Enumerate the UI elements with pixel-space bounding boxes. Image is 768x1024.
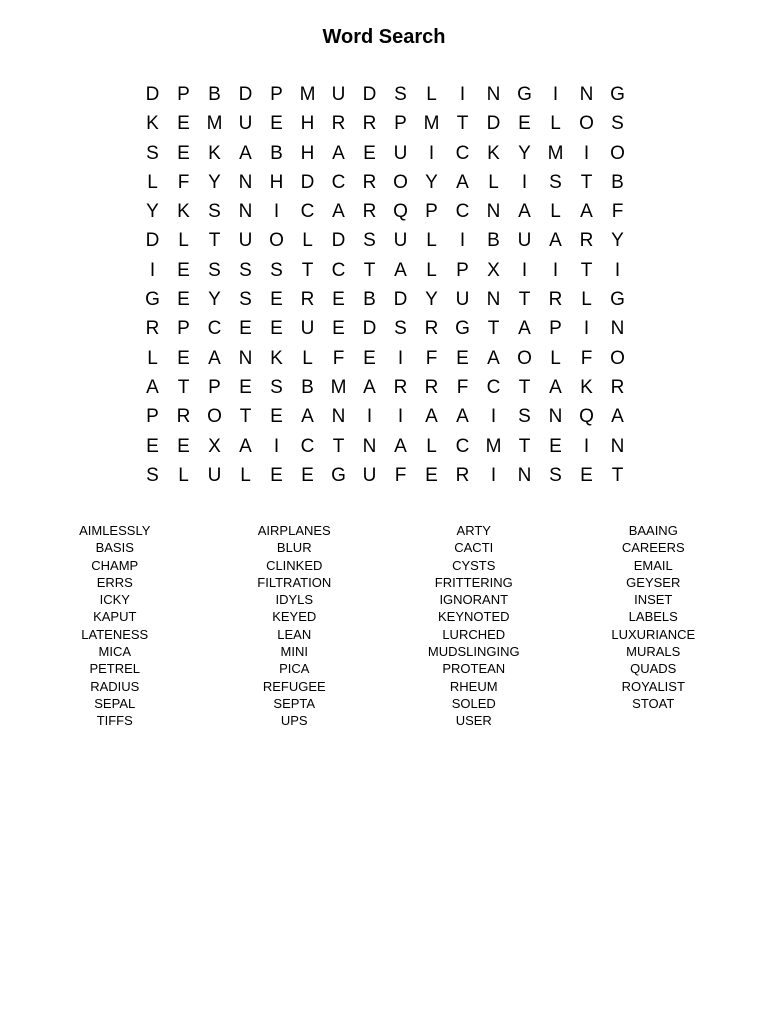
grid-cell[interactable]: F xyxy=(177,171,190,193)
word-list-item: CHAMP xyxy=(91,557,139,573)
grid-cell[interactable]: A xyxy=(239,435,252,457)
grid-cell[interactable]: I xyxy=(583,318,590,340)
grid-cell[interactable]: N xyxy=(486,201,501,223)
grid-cell[interactable]: L xyxy=(240,464,251,486)
word-list-item: KEYNOTED xyxy=(437,609,510,625)
grid-cell[interactable]: T xyxy=(177,376,190,398)
grid-cell[interactable]: I xyxy=(397,406,404,428)
grid-cell[interactable]: Y xyxy=(518,142,531,164)
grid-cell[interactable]: E xyxy=(332,318,345,340)
grid-cell[interactable]: L xyxy=(550,347,561,369)
word-list-item: RHEUM xyxy=(449,678,498,694)
grid-cell[interactable]: T xyxy=(518,435,531,457)
grid-cell[interactable]: E xyxy=(425,464,438,486)
grid-cell[interactable]: E xyxy=(177,113,190,135)
grid-cell[interactable]: P xyxy=(425,201,438,223)
grid-cell[interactable]: D xyxy=(238,84,253,105)
grid-cell[interactable]: E xyxy=(270,289,283,311)
word-list-item: FRITTERING xyxy=(434,574,513,590)
word-list-item: REFUGEE xyxy=(262,678,326,694)
grid-cell[interactable]: A xyxy=(332,142,345,164)
grid-cell[interactable]: I xyxy=(459,84,466,105)
grid-cell[interactable]: K xyxy=(580,376,593,398)
grid-cell[interactable]: A xyxy=(456,406,469,428)
grid-cell[interactable]: C xyxy=(455,201,470,223)
grid-cell[interactable]: K xyxy=(270,347,283,369)
grid-cell[interactable]: T xyxy=(208,230,221,252)
grid-cell[interactable]: H xyxy=(269,171,284,193)
word-list-item: EMAIL xyxy=(633,557,673,573)
grid-cell[interactable]: U xyxy=(238,230,253,252)
grid-cell[interactable]: P xyxy=(146,406,159,428)
grid-cell[interactable]: T xyxy=(580,259,593,281)
grid-cell[interactable]: E xyxy=(177,259,190,281)
grid-cell[interactable]: T xyxy=(611,464,624,486)
grid-cell[interactable]: L xyxy=(302,230,313,252)
grid-cell[interactable]: A xyxy=(332,201,345,223)
word-list-item: MURALS xyxy=(626,644,681,660)
grid-cell[interactable]: C xyxy=(300,201,315,223)
grid-cell[interactable]: Y xyxy=(425,289,438,311)
grid-cell[interactable]: K xyxy=(208,142,221,164)
grid-cell[interactable]: S xyxy=(549,464,562,486)
word-list-item: SEPAL xyxy=(94,695,136,711)
grid-cell[interactable]: E xyxy=(177,142,190,164)
grid-cell[interactable]: E xyxy=(270,113,283,135)
grid-cell[interactable]: P xyxy=(208,376,221,398)
grid-cell[interactable]: D xyxy=(362,84,377,105)
word-list-item: KEYED xyxy=(272,609,317,625)
word-list-item: USER xyxy=(455,713,492,729)
grid-cell[interactable]: S xyxy=(394,84,407,105)
grid-cell[interactable]: T xyxy=(518,289,531,311)
word-list-item: BLUR xyxy=(276,540,312,556)
word-list-item: LUXURIANCE xyxy=(611,626,696,642)
grid-cell[interactable]: L xyxy=(550,113,561,135)
word-list-item: AIRPLANES xyxy=(257,523,331,538)
grid-cell[interactable]: T xyxy=(580,171,593,193)
grid-cell[interactable]: I xyxy=(397,347,404,369)
word-list-item: QUADS xyxy=(630,661,677,677)
grid-cell[interactable]: B xyxy=(301,376,314,398)
grid-cell[interactable]: U xyxy=(393,230,408,252)
word-column xyxy=(25,522,205,730)
word-list-item: MINI xyxy=(280,644,308,660)
word-list-item: CAREERS xyxy=(621,540,685,556)
grid-cell[interactable]: U xyxy=(393,142,408,164)
grid-cell[interactable]: I xyxy=(366,406,373,428)
grid-cell[interactable]: B xyxy=(208,84,221,105)
word-list-item: PETREL xyxy=(89,661,141,677)
grid-cell[interactable]: R xyxy=(579,230,594,252)
grid-cell[interactable]: D xyxy=(331,230,346,252)
word-list-item: IDYLS xyxy=(275,592,314,608)
grid-cell[interactable]: A xyxy=(611,406,624,428)
grid-cell[interactable]: P xyxy=(549,318,562,340)
word-list-item: GEYSER xyxy=(626,574,681,590)
grid-cell[interactable]: O xyxy=(269,230,284,252)
grid-cell[interactable]: M xyxy=(485,435,502,457)
grid-cell[interactable]: R xyxy=(548,289,563,311)
word-list-item: PICA xyxy=(279,661,310,677)
grid-cell[interactable]: S xyxy=(208,259,221,281)
grid-cell[interactable]: O xyxy=(393,171,408,193)
grid-cell[interactable]: U xyxy=(517,230,532,252)
grid-cell[interactable]: R xyxy=(362,113,377,135)
grid-cell[interactable]: L xyxy=(147,171,158,193)
grid-cell[interactable]: E xyxy=(549,435,562,457)
grid-cell[interactable]: H xyxy=(300,142,315,164)
word-list-item: CLINKED xyxy=(266,557,323,573)
grid-cell[interactable]: N xyxy=(610,435,625,457)
word-list-item: CACTI xyxy=(454,540,494,556)
word-list-item: STOAT xyxy=(632,695,675,711)
grid-cell[interactable]: S xyxy=(239,289,252,311)
grid-cell[interactable]: G xyxy=(517,84,532,105)
grid-cell[interactable]: S xyxy=(549,171,562,193)
grid-cell[interactable]: A xyxy=(301,406,314,428)
grid-cell[interactable]: U xyxy=(207,464,222,486)
grid-cell[interactable]: S xyxy=(270,259,283,281)
grid-cell[interactable]: P xyxy=(456,259,469,281)
grid-cell[interactable]: L xyxy=(426,259,437,281)
grid-cell[interactable]: I xyxy=(614,259,621,281)
word-list-item: LABELS xyxy=(628,609,678,625)
grid-cell[interactable]: A xyxy=(549,230,562,252)
word-list-item: ERRS xyxy=(96,574,133,590)
grid-cell[interactable]: Q xyxy=(393,201,408,223)
grid-cell[interactable]: U xyxy=(300,318,315,340)
grid-cell[interactable]: K xyxy=(177,201,190,223)
word-list-item: UPS xyxy=(280,713,308,729)
grid-cell[interactable]: I xyxy=(583,435,590,457)
grid-cell[interactable]: E xyxy=(270,318,283,340)
grid-cell[interactable]: A xyxy=(425,406,438,428)
grid-cell[interactable]: C xyxy=(455,142,470,164)
grid-cell[interactable]: S xyxy=(394,318,407,340)
grid-cell[interactable]: N xyxy=(610,318,625,340)
grid-cell[interactable]: R xyxy=(610,376,625,398)
grid-cell[interactable]: R xyxy=(424,318,439,340)
grid-cell[interactable]: H xyxy=(300,113,315,135)
word-column xyxy=(205,522,385,730)
word-list-item: BASIS xyxy=(95,540,134,556)
grid-cell[interactable]: K xyxy=(146,113,159,135)
grid-cell[interactable]: L xyxy=(581,289,592,311)
grid-cell[interactable]: F xyxy=(425,347,438,369)
grid-cell[interactable]: T xyxy=(518,376,531,398)
grid-cell[interactable]: E xyxy=(270,464,283,486)
word-list-item: ICKY xyxy=(99,592,130,608)
grid-cell[interactable]: N xyxy=(238,171,253,193)
grid-cell[interactable]: X xyxy=(208,435,221,457)
grid-cell[interactable]: E xyxy=(146,435,159,457)
grid-cell[interactable]: A xyxy=(518,318,531,340)
grid-cell[interactable]: N xyxy=(548,406,563,428)
grid-cell[interactable]: R xyxy=(362,171,377,193)
grid-cell[interactable]: A xyxy=(239,142,252,164)
grid-cell[interactable]: Y xyxy=(425,171,438,193)
grid-cell[interactable]: E xyxy=(239,318,252,340)
grid-cell[interactable]: M xyxy=(206,113,223,135)
word-list-item: PROTEAN xyxy=(442,661,506,677)
grid-cell[interactable]: S xyxy=(146,142,159,164)
grid-cell[interactable]: R xyxy=(393,376,408,398)
grid-cell[interactable]: R xyxy=(331,113,346,135)
grid-cell[interactable]: T xyxy=(239,406,252,428)
word-list-item: SEPTA xyxy=(273,695,316,711)
grid-cell[interactable]: T xyxy=(363,259,376,281)
grid-cell[interactable]: T xyxy=(487,318,500,340)
grid-cell[interactable]: L xyxy=(178,464,189,486)
grid-cell[interactable]: S xyxy=(611,113,624,135)
grid-cell[interactable]: I xyxy=(490,406,497,428)
grid-cell[interactable]: N xyxy=(579,84,594,105)
grid-cell[interactable]: I xyxy=(149,259,156,281)
word-list-item: AIMLESSLY xyxy=(79,523,151,538)
grid-cell[interactable]: F xyxy=(394,464,407,486)
grid-cell[interactable]: D xyxy=(393,289,408,311)
grid-cell[interactable]: O xyxy=(517,347,532,369)
grid-cell[interactable]: C xyxy=(486,376,501,398)
grid-cell[interactable]: Y xyxy=(146,201,159,223)
grid-cell[interactable]: S xyxy=(239,259,252,281)
grid-cell[interactable]: I xyxy=(273,435,280,457)
grid-cell[interactable]: U xyxy=(331,84,346,105)
grid-cell[interactable]: C xyxy=(331,259,346,281)
grid-cell[interactable]: L xyxy=(550,201,561,223)
grid-cell[interactable]: R xyxy=(362,201,377,223)
grid-cell[interactable]: R xyxy=(145,318,160,340)
grid-cell[interactable]: M xyxy=(299,84,316,105)
grid-cell[interactable]: C xyxy=(207,318,222,340)
grid-cell[interactable]: E xyxy=(177,347,190,369)
grid-cell[interactable]: R xyxy=(424,376,439,398)
grid-cell[interactable]: E xyxy=(363,347,376,369)
grid-cell[interactable]: B xyxy=(270,142,283,164)
word-list-item: IGNORANT xyxy=(439,592,509,608)
grid-cell[interactable]: S xyxy=(146,464,159,486)
word-list-item: MUDSLINGING xyxy=(427,644,520,660)
grid-cell[interactable]: L xyxy=(147,347,158,369)
grid-cell[interactable]: I xyxy=(428,142,435,164)
grid-cell[interactable]: L xyxy=(426,435,437,457)
grid-cell[interactable]: N xyxy=(517,464,532,486)
grid-cell[interactable]: I xyxy=(521,171,528,193)
grid-cell[interactable]: E xyxy=(456,347,469,369)
grid-cell[interactable]: X xyxy=(487,259,500,281)
grid-cell[interactable]: A xyxy=(394,259,407,281)
grid-cell[interactable]: B xyxy=(487,230,500,252)
grid-cell[interactable]: E xyxy=(363,142,376,164)
grid-cell[interactable]: C xyxy=(331,171,346,193)
grid-cell[interactable]: N xyxy=(486,289,501,311)
grid-cell[interactable]: A xyxy=(456,171,469,193)
grid-cell[interactable]: B xyxy=(611,171,624,193)
grid-cell[interactable]: C xyxy=(300,435,315,457)
grid-cell[interactable]: P xyxy=(177,84,190,105)
grid-cell[interactable]: I xyxy=(552,84,559,105)
word-list-item: SOLED xyxy=(451,695,496,711)
grid-cell[interactable]: E xyxy=(177,289,190,311)
word-list-item: ROYALIST xyxy=(621,678,685,694)
grid-cell[interactable]: N xyxy=(331,406,346,428)
grid-cell[interactable]: I xyxy=(583,142,590,164)
grid-cell[interactable]: P xyxy=(270,84,283,105)
grid-cell[interactable]: L xyxy=(178,230,189,252)
grid-cell[interactable]: G xyxy=(455,318,470,340)
grid-cell[interactable]: F xyxy=(580,347,593,369)
grid-cell[interactable]: M xyxy=(330,376,347,398)
grid-cell[interactable]: O xyxy=(610,142,625,164)
grid-cell[interactable]: M xyxy=(547,142,564,164)
grid-cell[interactable]: N xyxy=(486,84,501,105)
grid-cell[interactable]: U xyxy=(362,464,377,486)
grid-cell[interactable]: F xyxy=(332,347,345,369)
grid-cell[interactable]: I xyxy=(273,201,280,223)
grid-cell[interactable]: E xyxy=(270,406,283,428)
grid-cell[interactable]: F xyxy=(611,201,624,223)
grid-cell[interactable]: I xyxy=(552,259,559,281)
grid-cell[interactable]: A xyxy=(363,376,376,398)
grid-cell[interactable]: R xyxy=(455,464,470,486)
grid-cell[interactable]: K xyxy=(487,142,500,164)
grid-cell[interactable]: L xyxy=(426,230,437,252)
grid-cell[interactable]: Q xyxy=(579,406,594,428)
word-column xyxy=(564,522,744,730)
grid-cell[interactable]: O xyxy=(207,406,222,428)
grid-cell[interactable]: S xyxy=(363,230,376,252)
grid-cell[interactable]: E xyxy=(301,464,314,486)
grid-cell[interactable]: C xyxy=(455,435,470,457)
word-list-item: MICA xyxy=(98,644,131,660)
grid-cell[interactable]: P xyxy=(177,318,190,340)
word-list-item: LEAN xyxy=(277,626,312,642)
word-list-item: LATENESS xyxy=(81,626,149,642)
word-list-item: FILTRATION xyxy=(257,574,332,590)
grid-cell[interactable]: T xyxy=(301,259,314,281)
grid-cell[interactable]: A xyxy=(580,201,593,223)
word-column xyxy=(384,522,564,730)
grid-cell[interactable]: E xyxy=(239,376,252,398)
grid-cell[interactable]: Y xyxy=(611,230,624,252)
grid-cell[interactable]: T xyxy=(332,435,345,457)
grid-cell[interactable]: I xyxy=(459,230,466,252)
grid-cell[interactable]: E xyxy=(177,435,190,457)
grid-cell[interactable]: A xyxy=(549,376,562,398)
grid-cell[interactable]: G xyxy=(331,464,346,486)
grid-cell[interactable]: D xyxy=(145,84,160,105)
grid-cell[interactable]: U xyxy=(238,113,253,135)
grid-cell[interactable]: O xyxy=(579,113,594,135)
grid-cell[interactable]: I xyxy=(490,464,497,486)
grid-cell[interactable]: I xyxy=(521,259,528,281)
grid-cell[interactable]: D xyxy=(486,113,501,135)
grid-cell[interactable]: G xyxy=(145,289,160,311)
grid-cell[interactable]: A xyxy=(518,201,531,223)
grid-cell[interactable]: A xyxy=(394,435,407,457)
letter-grid xyxy=(137,80,633,490)
grid-cell[interactable]: D xyxy=(300,171,315,193)
word-list-item: KAPUT xyxy=(93,609,137,625)
grid-cell[interactable]: L xyxy=(426,84,437,105)
grid-cell[interactable]: S xyxy=(270,376,283,398)
word-list-item: RADIUS xyxy=(90,678,140,694)
grid-cell[interactable]: Y xyxy=(208,171,221,193)
word-list-item: TIFFS xyxy=(96,713,133,729)
word-list-item: LURCHED xyxy=(442,626,506,642)
grid-cell[interactable]: B xyxy=(363,289,376,311)
grid-cell[interactable]: Y xyxy=(208,289,221,311)
word-list-item: INSET xyxy=(634,592,673,608)
grid-cell[interactable]: L xyxy=(302,347,313,369)
grid-cell[interactable]: N xyxy=(238,347,253,369)
grid-cell[interactable]: S xyxy=(208,201,221,223)
grid-cell[interactable]: N xyxy=(362,435,377,457)
grid-cell[interactable]: D xyxy=(145,230,160,252)
grid-cell[interactable]: U xyxy=(455,289,470,311)
grid-cell[interactable]: A xyxy=(487,347,500,369)
grid-cell[interactable]: A xyxy=(208,347,221,369)
grid-cell[interactable]: O xyxy=(610,347,625,369)
grid-cell[interactable]: M xyxy=(423,113,440,135)
grid-cell[interactable]: D xyxy=(362,318,377,340)
grid-cell[interactable]: A xyxy=(146,376,159,398)
grid-cell[interactable]: L xyxy=(488,171,499,193)
grid-cell[interactable]: R xyxy=(176,406,191,428)
word-list-item: CYSTS xyxy=(452,557,496,573)
grid-cell[interactable]: T xyxy=(456,113,469,135)
grid-cell[interactable]: E xyxy=(518,113,531,135)
grid-cell[interactable]: P xyxy=(394,113,407,135)
grid-cell[interactable]: R xyxy=(300,289,315,311)
grid-cell[interactable]: S xyxy=(518,406,531,428)
grid-cell[interactable]: F xyxy=(456,376,469,398)
grid-cell[interactable]: N xyxy=(238,201,253,223)
grid-cell[interactable]: E xyxy=(332,289,345,311)
word-list xyxy=(25,522,743,730)
grid-cell[interactable]: E xyxy=(580,464,593,486)
grid-cell[interactable]: G xyxy=(610,289,625,311)
word-list-item: BAAING xyxy=(628,523,678,538)
grid-cell[interactable]: G xyxy=(610,84,625,105)
page-title: Word Search xyxy=(322,26,446,48)
word-list-item: ARTY xyxy=(456,523,491,538)
